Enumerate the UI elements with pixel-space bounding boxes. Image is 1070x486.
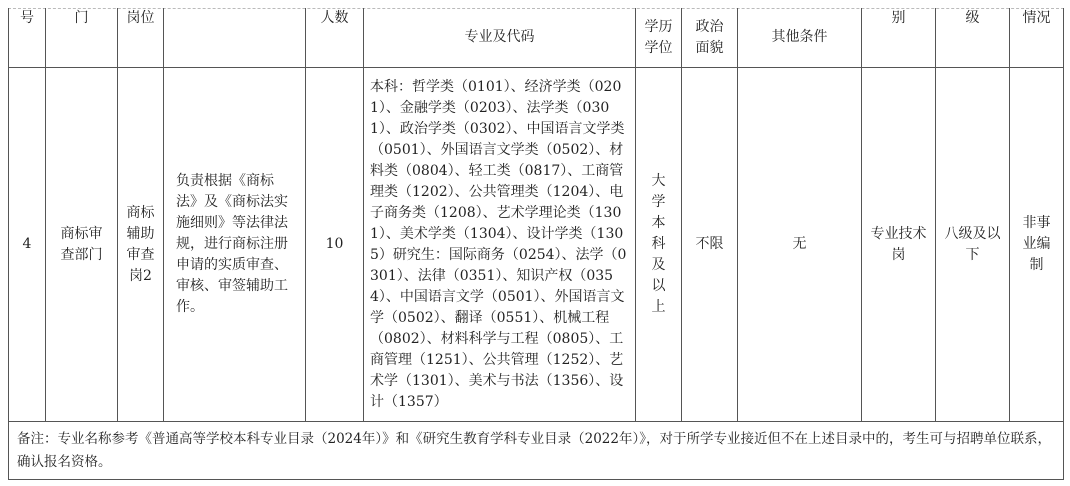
row-status: 非事业编制 [1010, 68, 1064, 422]
row-post: 商标辅助审查岗2 [118, 68, 164, 422]
header-edu: 学历 学位 [636, 8, 682, 68]
header-status: 情况 [1010, 8, 1064, 68]
row-level: 八级及以下 [936, 68, 1010, 422]
header-level: 级 [936, 8, 1010, 68]
header-category: 别 [862, 8, 936, 68]
header-other: 其他条件 [738, 8, 862, 68]
row-dept: 商标审查部门 [46, 68, 118, 422]
row-other: 无 [738, 68, 862, 422]
header-dept: 门 [46, 8, 118, 68]
table-note: 备注：专业名称参考《普通高等学校本科专业目录（2024年）》和《研究生教育学科专业目录（2022年）》，对于所学专业接近但不在上述目录中的，考生可与招聘单位联系，确认报名资格。 [8, 422, 1064, 480]
header-post: 岗位 [118, 8, 164, 68]
header-no: 号 [8, 8, 46, 68]
row-count: 10 [306, 68, 364, 422]
row-political: 不限 [682, 68, 738, 422]
recruitment-table [8, 8, 1064, 480]
row-duty: 负责根据《商标法》及《商标法实施细则》等法律法规，进行商标注册申请的实质审查、审核、审签辅助工作。 [164, 68, 306, 422]
row-edu: 大学本科及以上 [636, 68, 682, 422]
row-major: 本科：哲学类（0101）、经济学类（0201）、金融学类（0203）、法学类（0301）、政治学类（0302）、中国语言文学类（0501）、外国语言文学类（0502）、材料类（0804）、轻工类（0817）、工商管理类（1202）、公共管理类（1204）、电子商务类（1208）、艺术学理论类（1301）、美术学类（1304）、设计学类（1305）研究生：国际商务（0254）、法学（0301）、法律（0351）、知识产权（0354）、中国语言文学（0501）、外国语言文学（0502）、翻译（0551）、机械工程（0802）、材料科学与工程（0805）、工商管理（1251）、公共管理（1252）、艺术学（1301）、美术与书法（1356）、设计（1357） [364, 68, 636, 422]
header-major: 专业及代码 [364, 8, 636, 68]
header-count: 人数 [306, 8, 364, 68]
header-political: 政治 面貌 [682, 8, 738, 68]
header-duty [164, 8, 306, 68]
row-no: 4 [8, 68, 46, 422]
row-category: 专业技术岗 [862, 68, 936, 422]
